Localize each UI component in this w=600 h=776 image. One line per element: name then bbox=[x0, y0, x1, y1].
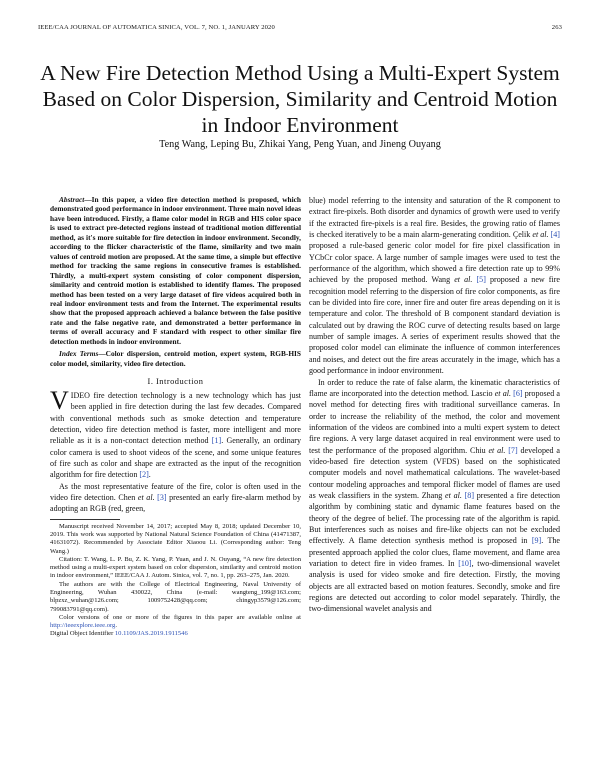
intro-p1-text-c: . bbox=[148, 470, 151, 480]
et-al: et al. bbox=[445, 490, 462, 500]
right-p2-text-d: presented a fire detection algorithm by combining static and dynamic flame features based on the theory of the degree of belief. The processing rate of the algorithm is rapid. But interferences such as noises and fire-like objects can not be excluded effectively. A flame detection synthesis method is proposed in bbox=[309, 490, 561, 546]
intro-p2-text-a: As the most representative feature of the fire, color is often used in the video fire detection. Chen bbox=[50, 481, 301, 502]
citation-link[interactable]: [8] bbox=[461, 490, 474, 500]
citation-link[interactable]: [10] bbox=[458, 559, 472, 568]
index-terms-text: —Color dispersion, centroid motion, expert system, RGB-HIS color model, similarity, video fire detection. bbox=[50, 349, 301, 368]
intro-p1-text-a: IDEO fire detection technology is a new technology which has just been applied in fire detection during the last few decades. Compared with conventional methods such as smoke detection and temperature detection, video fire detection method is faster, more intelligent and more reliable as it is a non-contact detection method bbox=[50, 390, 301, 446]
et-al: et al. bbox=[494, 388, 511, 398]
page-number: 263 bbox=[551, 24, 562, 31]
right-p1-text-c: proposed a new fire recognition model referring to the dispersion of fire color components, as fire can be divided into fire core, inner fire and outer fire areas depending on it is temperature and color. The threshold of B component standard deviation is calculated out by drawing the ROC curve of detecting results based on large number of sample images. A series of experiment results showed that the proposed color model can eliminate the influence of common interferences and noises, and detect out the fire areas accurately in the image, which has a good performance in indoor environment. bbox=[309, 275, 560, 376]
intro-paragraph-1 bbox=[50, 385, 301, 481]
citation-link[interactable]: [1] bbox=[211, 436, 222, 446]
doi-label: Digital Object Identifier bbox=[50, 630, 115, 638]
citation-link[interactable]: [4] bbox=[548, 230, 560, 240]
author-list: Teng Wang, Leping Bu, Zhikai Yang, Peng Yuan, and Jineng Ouyang bbox=[159, 139, 441, 150]
ieeexplore-link[interactable]: http://ieeexplore.ieee.org bbox=[50, 622, 116, 630]
citation-link[interactable]: [3] bbox=[157, 492, 167, 502]
index-terms-label: Index Terms bbox=[59, 349, 99, 359]
footnote-divider bbox=[50, 519, 120, 520]
intro-p1-text-b: . Generally, an ordinary color camera is used to shoot videos of the scene, and some unique features of fire such as color and shape are extracted as the input of the recognition algorithm for fire detection bbox=[50, 436, 301, 480]
right-p1-text-b: proposed a rule-based generic color model for fire pixel classification in YCbCr color space. A large number of sample images were used to test the performance of the algorithm, which showed a fire detection rate up to 99% achieved by the proposed method. Wang bbox=[309, 241, 560, 285]
right-p2-text-a: In order to reduce the rate of false alarm, the kinematic characteristics of flame are incorporated into the detection method. Lascio bbox=[309, 377, 560, 398]
color-versions-end: . bbox=[115, 622, 117, 630]
right-p1-text-a: blue) model referring to the intensity and saturation of the R component to extract fire-pixels. Both disorder and dynamics of growth were used to verify if the extracted fire-pixels is a real fire. Besides, the growing ratio of flames is checked iteratively to be a main alarm-generating condition. Çelik bbox=[309, 196, 560, 240]
citation-link[interactable]: [2] bbox=[139, 470, 149, 480]
doi-link[interactable]: 10.1109/JAS.2019.1911546 bbox=[114, 630, 188, 638]
right-p2-text-c: developed a video-based fire detection system (VFDS) based on the sophisticated computer models and novel mathematical calculations. The wavelet-based contour modeling approaches and temporal flicker model of flames are used as weak classifiers in the system. Zhang bbox=[309, 445, 560, 500]
abstract bbox=[50, 195, 301, 346]
intro-p2-text-c: presented an early fire-alarm method by adopting an RGB (red, green, bbox=[50, 492, 301, 514]
citation-link[interactable]: [7] bbox=[505, 445, 518, 455]
right-p2-text-e: . The presented approach applied the color clues, flame movement, and flame area variation to detect fire in video frames. In bbox=[309, 536, 560, 568]
section-heading-introduction: I. Introduction bbox=[147, 376, 204, 386]
journal-header: IEEE/CAA JOURNAL OF AUTOMATICA SINICA, VOL. 7, NO. 1, JANUARY 2020 bbox=[38, 24, 275, 31]
abstract-text: —In this paper, a video fire detection method is proposed, which demonstrated good performance in indoor environment. Three main novel ideas have been introduced. Firstly, a flame color model in RGB and HIS color space is used to extract pre-detected regions instead of traditional motion differential method, as it's more suitable for fire detection in indoor environment. Secondly, according to the flicker characteristic of the flame, similarity and two main values of centroid motion are proposed. At the same time, a simple but effective method for tracking the same regions in consecutive frames is established. Thirdly, a multi-expert system consisting of color component dispersion, similarity and centroid motion is established to identify flames. The proposed method has been tested on a very large dataset of fire videos acquired both in real indoor environment tests and from the Internet. The experimental results show that the proposed approach achieved a balance between the false positive rate and the false negative rate, and demonstrated a better performance in terms of overall accuracy and F standard with respect to other similar fire detection methods in indoor environment. bbox=[50, 195, 301, 346]
footnote-doi bbox=[50, 630, 301, 638]
color-versions-text: Color versions of one or more of the figures in this paper are available online at bbox=[59, 613, 301, 621]
footnote-affiliation: The authors are with the College of Electrical Engineering, Naval University of Engineering, Wuhan 430022, China (e-mail: wangteng_199@163.com; blpzxz_wuhan@126.com; 1009752428@qq.com; chingyp3579@126.com; 799083791@qq.com). bbox=[50, 580, 301, 613]
drop-cap: V bbox=[50, 385, 69, 415]
et-al: et al. bbox=[488, 445, 506, 455]
left-column bbox=[50, 195, 301, 639]
right-p2-text-b: proposed a novel method for detecting fires with traditional surveillance cameras. In order to increase the reliability of the method, the color and movement information of the videos are combined into a multi expert system to detect fire regions. A very large dataset acquired in real environment were used to test the performance of the proposed algorithm. Chiu bbox=[309, 388, 560, 455]
right-column bbox=[309, 195, 560, 615]
intro-paragraph-2 bbox=[50, 481, 301, 515]
right-paragraph-2 bbox=[309, 377, 560, 615]
citation-link[interactable]: [9] bbox=[531, 536, 542, 546]
index-terms bbox=[50, 349, 301, 368]
et-al: et al. bbox=[137, 492, 155, 502]
et-al: et al. bbox=[532, 230, 549, 240]
footnote-manuscript: Manuscript received November 14, 2017; accepted May 8, 2018; updated December 10, 2019. This work was supported by National Natural Science Foundation of China (41471387, 41631072). Recommended by Associate Editor Xiaoou Li. (Corresponding author: Teng Wang.) bbox=[50, 522, 301, 555]
right-paragraph-1 bbox=[309, 195, 560, 377]
citation-link[interactable]: [5] bbox=[472, 275, 486, 285]
citation-link[interactable]: [6] bbox=[510, 388, 523, 398]
footnote-citation: Citation: T. Wang, L. P. Bu, Z. K. Yang, P. Yuan, and J. N. Ouyang, “A new fire detection method using a multi-expert system based on color dispersion, similarity and centroid motion in indoor environment,” IEEE/CAA J. Autom. Sinica, vol. 7, no. 1, pp. 263–275, Jan. 2020. bbox=[50, 555, 301, 580]
abstract-label: Abstract bbox=[59, 195, 85, 204]
et-al: et al. bbox=[454, 275, 473, 285]
right-p2-text-f: , two-dimensional wavelet analysis is used for video smoke and fire detection. Firstly, the moving objects are all extracted based on motion features. Secondly, smoke and fire regions are detected out according to color model separately. Thirdly, the two-dimensional wavelet analysis and bbox=[309, 559, 561, 614]
paper-title: A New Fire Detection Method Using a Multi-Expert System Based on Color Dispersion, Similarity and Centroid Motion in Indoor Environment bbox=[40, 61, 560, 137]
footnote-color-versions bbox=[50, 614, 301, 631]
